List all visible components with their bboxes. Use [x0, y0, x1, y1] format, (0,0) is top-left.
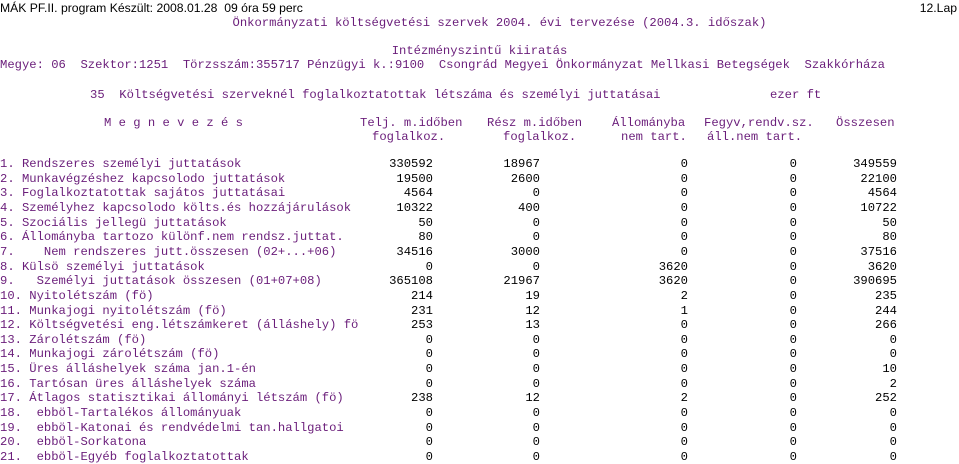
row-value-col4: 0: [789, 259, 797, 274]
row-value-col1: 4564: [403, 186, 433, 201]
row-value-col2: 400: [518, 200, 540, 215]
row-value-col3: 0: [680, 230, 688, 245]
row-label: 12. Költségvetési eng.létszámkeret (álláshely) fö: [0, 318, 359, 333]
row-value-col5: 235: [875, 288, 897, 303]
page-number: 12.Lap: [919, 1, 957, 15]
row-value-col1: 50: [418, 215, 433, 230]
row-label: 2. Munkavégzéshez kapcsolodo juttatások: [0, 171, 286, 186]
row-label: 1. Rendszeres személyi juttatások: [0, 157, 242, 171]
row-value-col1: 19500: [396, 171, 433, 186]
row-value-col2: 0: [532, 362, 540, 377]
row-value-col4: 0: [789, 450, 797, 464]
row-label: 21. ebböl-Egyéb foglalkoztatottak: [0, 450, 249, 464]
column-header-part-time-sub: foglalkoz.: [503, 130, 577, 144]
row-value-col5: 266: [875, 318, 897, 333]
row-value-col5: 10: [882, 362, 897, 377]
row-label: 15. Üres álláshelyek száma jan.1-én: [0, 362, 256, 377]
row-value-col4: 0: [789, 157, 797, 171]
row-value-col2: 19: [525, 288, 540, 303]
row-label: 17. Átlagos statisztikai állományi létszám (fö): [0, 391, 344, 406]
report-header-program: MÁK PF.II. program Készült: 2008.01.28 09 óra 59 perc: [0, 1, 303, 15]
row-value-col5: 4564: [867, 186, 897, 201]
row-value-col5: 3620: [867, 259, 897, 274]
row-value-col3: 0: [680, 244, 688, 259]
row-label: 7. Nem rendszeres jutt.összesen (02+...+06): [0, 244, 337, 259]
row-value-col2: 0: [532, 376, 540, 391]
row-value-col1: 214: [411, 288, 433, 303]
row-value-col4: 0: [789, 332, 797, 347]
row-value-col2: 0: [532, 215, 540, 230]
row-value-col1: 0: [425, 362, 433, 377]
column-header-not-staff: Állományba: [612, 116, 686, 130]
row-label: 18. ebböl-Tartalékos állományuak: [0, 406, 242, 421]
row-value-col5: 80: [882, 230, 897, 245]
row-value-col4: 0: [789, 171, 797, 186]
row-value-col2: 0: [532, 420, 540, 435]
row-value-col1: 80: [418, 230, 433, 245]
row-value-col4: 0: [789, 186, 797, 201]
row-value-col1: 330592: [389, 157, 433, 171]
row-value-col4: 0: [789, 215, 797, 230]
column-header-total: Összesen: [836, 116, 895, 130]
row-value-col3: 0: [680, 157, 688, 171]
row-value-col1: 0: [425, 420, 433, 435]
row-value-col2: 13: [525, 318, 540, 333]
row-value-col5: 2: [889, 376, 897, 391]
row-label: 20. ebböl-Sorkatona: [0, 435, 147, 450]
row-value-col1: 231: [411, 303, 433, 318]
row-value-col4: 0: [789, 362, 797, 377]
row-value-col1: 0: [425, 347, 433, 362]
row-value-col4: 0: [789, 274, 797, 289]
row-value-col4: 0: [789, 391, 797, 406]
row-value-col1: 34516: [396, 244, 433, 259]
row-value-col5: 390695: [853, 274, 897, 289]
row-value-col3: 0: [680, 376, 688, 391]
row-value-col3: 0: [680, 406, 688, 421]
row-value-col4: 0: [789, 230, 797, 245]
row-value-col1: 10322: [396, 200, 433, 215]
unit-label: ezer ft: [770, 88, 822, 102]
row-value-col5: 10722: [860, 200, 897, 215]
row-value-col4: 0: [789, 435, 797, 450]
row-value-col5: 37516: [860, 244, 897, 259]
column-header-full-time: Telj. m.időben: [360, 116, 463, 130]
row-label: 3. Foglalkoztatottak sajátos juttatásai: [0, 186, 286, 201]
row-value-col3: 1: [680, 303, 688, 318]
row-value-col5: 244: [875, 303, 897, 318]
row-label: 6. Állományba tartozo különf.nem rendsz.juttat.: [0, 230, 344, 245]
row-label: 14. Munkajogi zárolétszám (fö): [0, 347, 220, 362]
row-value-col1: 0: [425, 450, 433, 464]
row-value-col2: 0: [532, 406, 540, 421]
row-value-col1: 0: [425, 332, 433, 347]
row-value-col3: 3620: [658, 274, 688, 289]
row-value-col1: 0: [425, 435, 433, 450]
row-value-col3: 0: [680, 215, 688, 230]
row-value-col1: 0: [425, 376, 433, 391]
column-header-armed-sub: áll.nem tart.: [707, 130, 803, 144]
row-value-col3: 0: [680, 450, 688, 464]
row-value-col2: 0: [532, 347, 540, 362]
row-value-col3: 2: [680, 288, 688, 303]
row-label: 10. Nyitolétszám (fö): [0, 288, 154, 303]
column-header-not-staff-sub: nem tart.: [621, 130, 687, 144]
row-value-col3: 2: [680, 391, 688, 406]
row-value-col4: 0: [789, 420, 797, 435]
row-value-col4: 0: [789, 347, 797, 362]
row-value-col4: 0: [789, 244, 797, 259]
report-subtitle: Intézményszintű kiiratás: [391, 44, 568, 58]
institution-line: Megye: 06 Szektor:1251 Törzsszám:355717 Pénzügyi k.:9100 Csongrád Megyei Önkormányzat Mellkasi Betegségek Szakkórháza: [0, 58, 885, 72]
row-value-col5: 252: [875, 391, 897, 406]
row-value-col2: 18967: [503, 157, 540, 171]
report-title: Önkormányzati költségvetési szervek 2004. évi tervezése (2004.3. időszak): [232, 16, 767, 30]
row-label: 19. ebböl-Katonai és rendvédelmi tan.hallgatoi: [0, 420, 344, 435]
row-value-col4: 0: [789, 376, 797, 391]
row-value-col2: 2600: [510, 171, 540, 186]
row-value-col2: 0: [532, 230, 540, 245]
row-value-col4: 0: [789, 303, 797, 318]
row-label: 13. Zárolétszám (fö): [0, 332, 147, 347]
row-label: 5. Szociális jellegü juttatások: [0, 215, 227, 230]
column-header-armed: Fegyv,rendv.sz.: [704, 116, 814, 130]
row-value-col1: 238: [411, 391, 433, 406]
row-value-col1: 365108: [389, 274, 433, 289]
row-value-col2: 0: [532, 450, 540, 464]
row-value-col4: 0: [789, 406, 797, 421]
row-value-col5: 0: [889, 435, 897, 450]
row-label: 4. Személyhez kapcsolodo költs.és hozzájárulások: [0, 200, 352, 215]
row-value-col5: 0: [889, 420, 897, 435]
row-value-col3: 0: [680, 347, 688, 362]
row-value-col5: 50: [882, 215, 897, 230]
column-header-full-time-sub: foglalkoz.: [372, 130, 446, 144]
row-value-col2: 0: [532, 435, 540, 450]
row-value-col3: 0: [680, 171, 688, 186]
row-value-col5: 0: [889, 406, 897, 421]
row-value-col2: 12: [525, 391, 540, 406]
column-header-name: M e g n e v e z é s: [104, 116, 243, 130]
row-label: 16. Tartósan üres álláshelyek száma: [0, 376, 256, 391]
row-value-col5: 0: [889, 450, 897, 464]
row-label: 11. Munkajogi nyitolétszám (fö): [0, 303, 227, 318]
row-value-col3: 0: [680, 318, 688, 333]
row-value-col4: 0: [789, 200, 797, 215]
row-value-col3: 0: [680, 200, 688, 215]
row-label: 8. Külsö személyi juttatások: [0, 259, 205, 274]
row-value-col2: 0: [532, 332, 540, 347]
row-value-col2: 3000: [510, 244, 540, 259]
row-value-col2: 12: [525, 303, 540, 318]
row-value-col5: 349559: [853, 157, 897, 171]
table-title: 35 Költségvetési szerveknél foglalkoztatottak létszáma és személyi juttatásai: [90, 88, 661, 102]
row-value-col1: 0: [425, 259, 433, 274]
row-value-col4: 0: [789, 318, 797, 333]
row-value-col2: 0: [532, 259, 540, 274]
row-value-col1: 253: [411, 318, 433, 333]
row-value-col3: 0: [680, 332, 688, 347]
row-value-col2: 21967: [503, 274, 540, 289]
row-value-col4: 0: [789, 288, 797, 303]
row-value-col3: 0: [680, 420, 688, 435]
row-value-col5: 22100: [860, 171, 897, 186]
column-header-part-time: Rész m.időben: [487, 116, 583, 130]
row-value-col3: 0: [680, 186, 688, 201]
row-value-col3: 0: [680, 435, 688, 450]
row-value-col2: 0: [532, 186, 540, 201]
row-value-col3: 3620: [658, 259, 688, 274]
row-value-col3: 0: [680, 362, 688, 377]
row-label: 9. Személyi juttatások összesen (01+07+08): [0, 274, 322, 289]
row-value-col5: 0: [889, 332, 897, 347]
row-value-col1: 0: [425, 406, 433, 421]
row-value-col5: 0: [889, 347, 897, 362]
